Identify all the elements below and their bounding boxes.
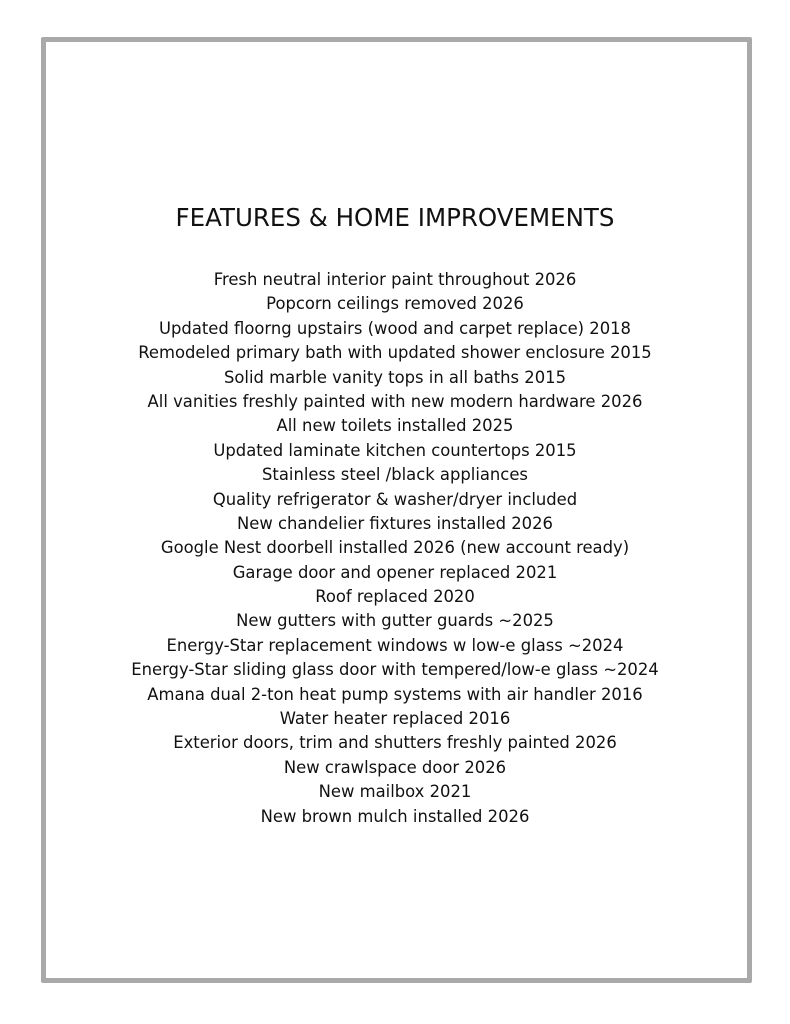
list-item: Remodeled primary bath with updated shower enclosure 2015: [138, 343, 652, 363]
list-item: Fresh neutral interior paint throughout 2026: [213, 270, 577, 289]
list-item: Updated floorng upstairs (wood and carpet replace) 2018: [159, 318, 631, 338]
list-item: Google Nest doorbell installed 2026 (new account ready): [160, 538, 630, 558]
list-item: New mailbox 2021: [318, 782, 472, 802]
list-item: Water heater replaced 2016: [279, 709, 511, 729]
list-item: Roof replaced 2020: [315, 587, 475, 607]
list-item: All vanities freshly painted with new modern hardware 2026: [147, 391, 643, 411]
list-item: Quality refrigerator & washer/dryer included: [212, 489, 578, 509]
page-title: FEATURES & HOME IMPROVEMENTS: [175, 203, 615, 232]
list-item: New gutters with gutter guards ~2025: [236, 611, 554, 631]
list-item: New chandelier fixtures installed 2026: [237, 513, 553, 533]
list-item: All new toilets installed 2025: [276, 416, 514, 436]
list-item: New crawlspace door 2026: [283, 757, 507, 777]
list-item: Solid marble vanity tops in all baths 2015: [223, 367, 567, 387]
list-item: Amana dual 2-ton heat pump systems with air handler 2016: [147, 684, 643, 704]
list-item: Energy-Star replacement windows w low-e glass ~2024: [166, 635, 624, 655]
list-item: Stainless steel /black appliances: [262, 465, 528, 485]
list-item: Popcorn ceilings removed 2026: [266, 294, 524, 314]
list-item: New brown mulch installed 2026: [260, 806, 530, 826]
features-list: [0, 268, 790, 829]
list-item: Updated laminate kitchen countertops 2015: [213, 440, 577, 460]
list-item: Garage door and opener replaced 2021: [232, 562, 558, 582]
list-item: Exterior doors, trim and shutters freshly painted 2026: [173, 733, 617, 753]
list-item: Energy-Star sliding glass door with tempered/low-e glass ~2024: [131, 660, 659, 680]
